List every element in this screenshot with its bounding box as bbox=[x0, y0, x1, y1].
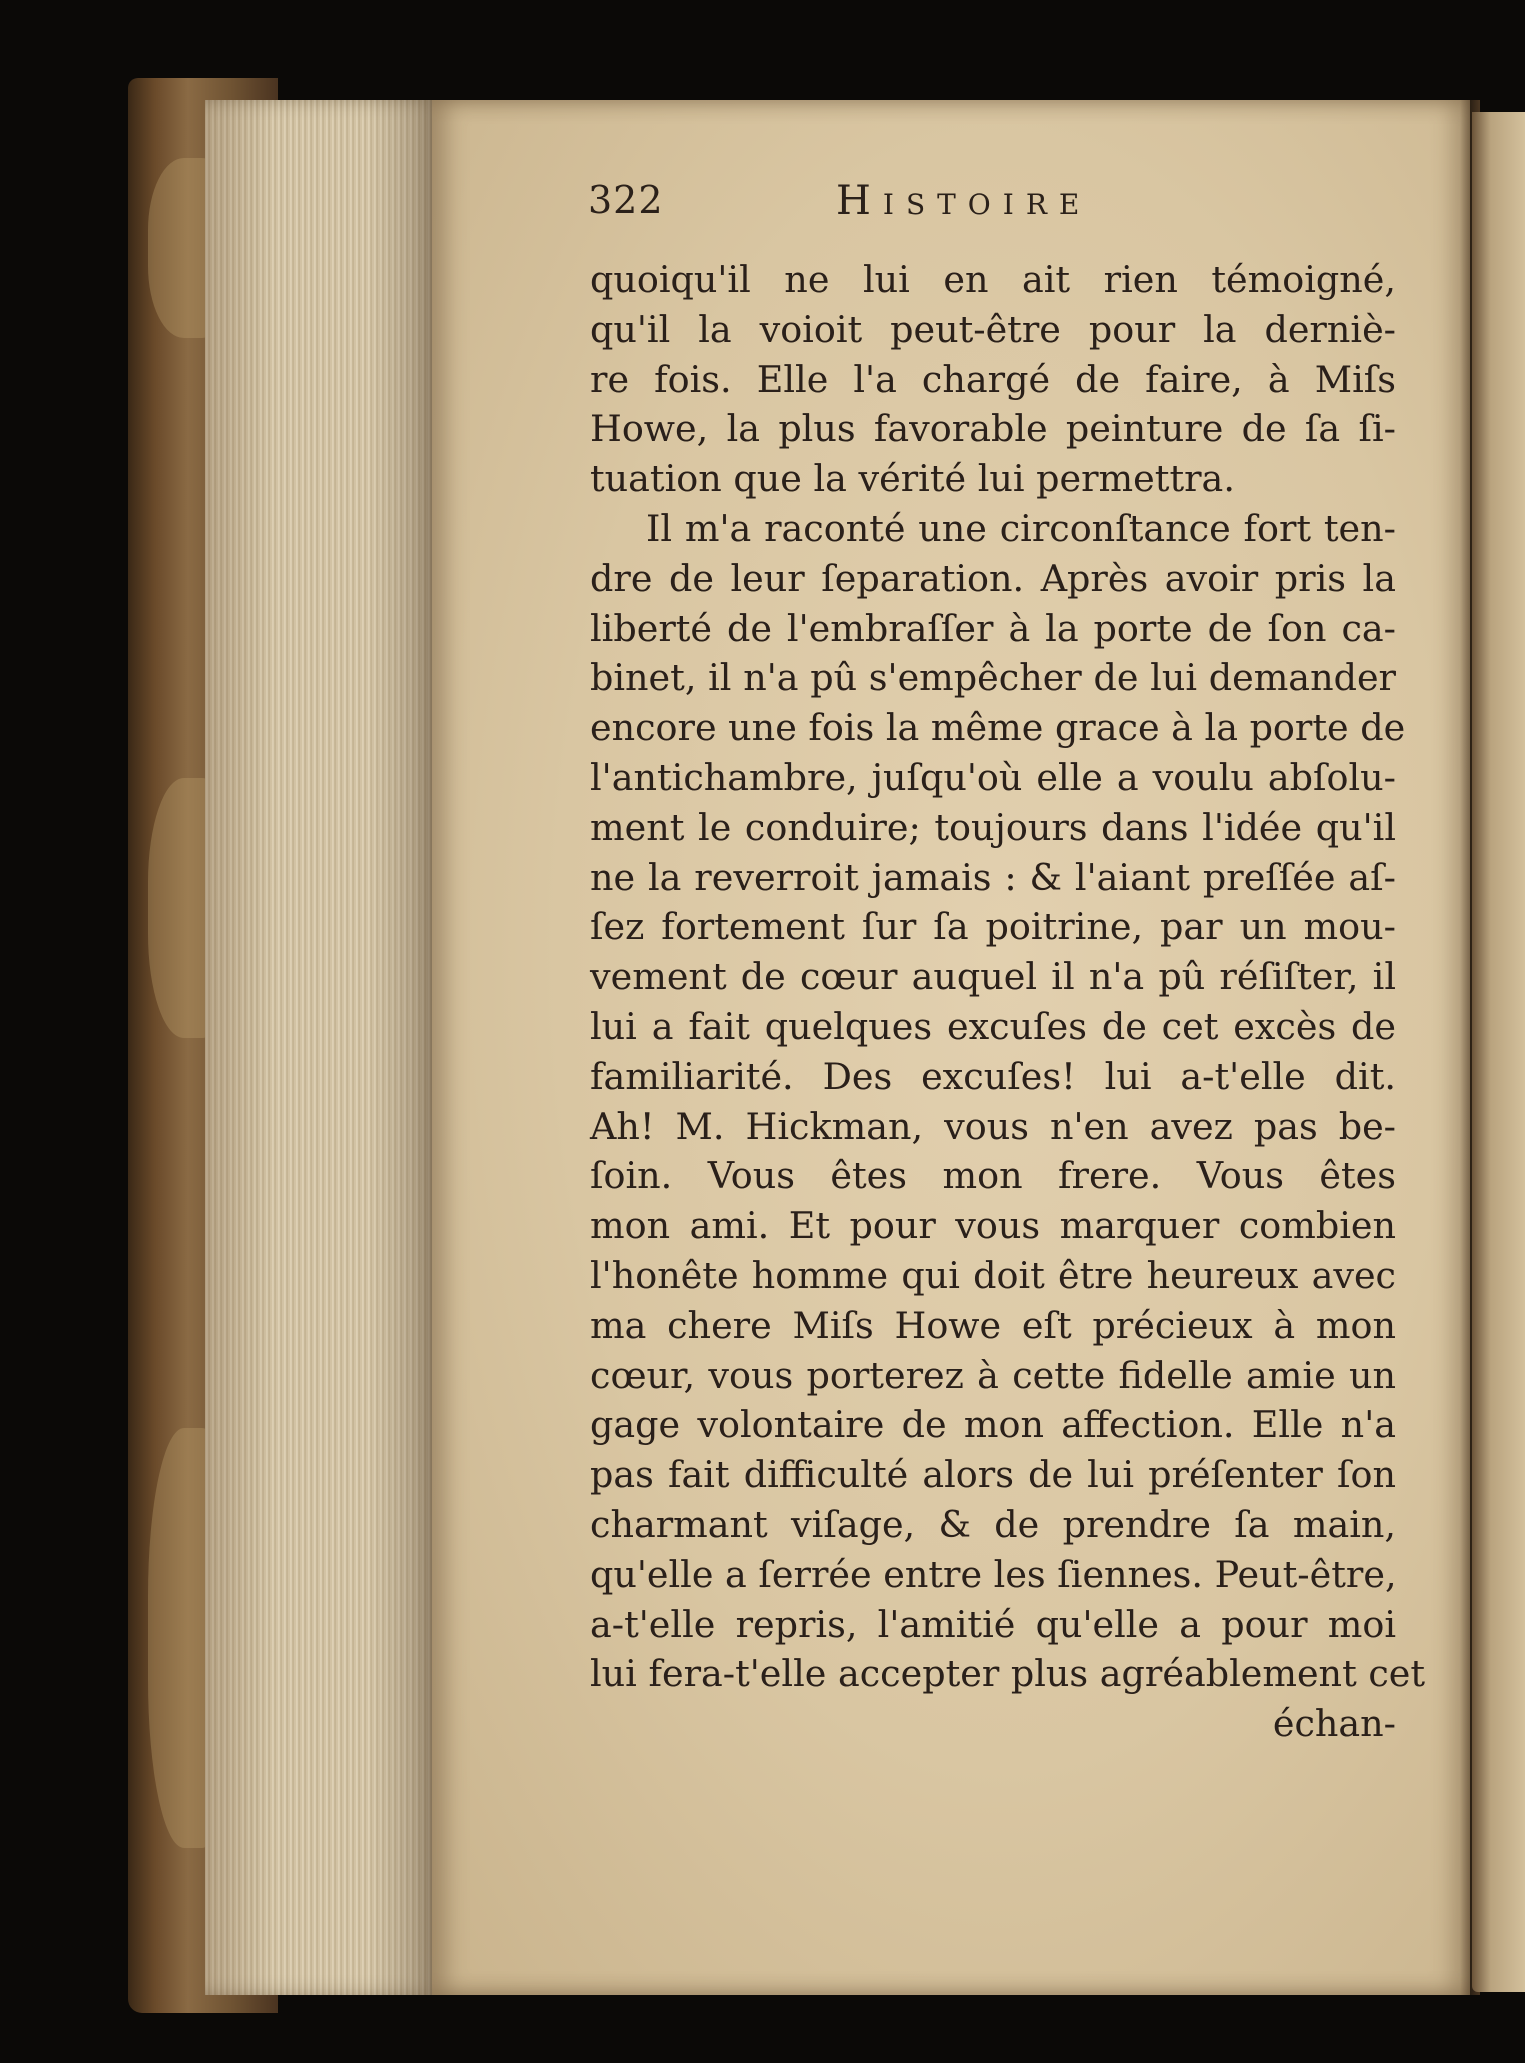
text-line: qu'il la voioit peut-être pour la derniè- bbox=[590, 307, 1396, 351]
text-line: encore une fois la même grace à la porte de bbox=[590, 706, 1406, 750]
facing-page bbox=[1472, 112, 1525, 1992]
text-line: dre de leur ſeparation. Après avoir pris la bbox=[590, 556, 1396, 600]
text-line: ma chere Miſs Howe eſt précieux à mon bbox=[590, 1303, 1396, 1347]
text-line: re fois. Elle l'a chargé de faire, à Miſs bbox=[590, 357, 1396, 401]
text-line: ſoin. Vous êtes mon frere. Vous êtes bbox=[590, 1154, 1396, 1198]
text-line: l'honête homme qui doit être heureux avec bbox=[590, 1253, 1396, 1297]
text-line: gage volontaire de mon affection. Elle n'a bbox=[590, 1403, 1396, 1447]
text-line: ſez fortement ſur ſa poitrine, par un mou- bbox=[590, 905, 1396, 949]
text-line: cœur, vous porterez à cette fidelle amie un bbox=[590, 1353, 1396, 1397]
text-line: binet, il n'a pû s'empêcher de lui demander bbox=[590, 656, 1396, 700]
catchword: échan- bbox=[1272, 1702, 1396, 1746]
running-head bbox=[588, 178, 1148, 238]
body-text bbox=[590, 255, 1426, 1749]
page-number: 322 bbox=[588, 178, 664, 222]
text-line: familiarité. Des excuſes! lui a-t'elle dit. bbox=[590, 1054, 1396, 1098]
text-line: ment le conduire; toujours dans l'idée qu'il bbox=[590, 805, 1396, 849]
text-line: lui fera-t'elle accepter plus agréablement cet bbox=[590, 1652, 1426, 1696]
text-line: vement de cœur auquel il n'a pû réſiſter, il bbox=[590, 955, 1396, 999]
text-line: Il m'a raconté une circonſtance fort ten- bbox=[646, 506, 1396, 550]
text-line: tuation que la vérité lui permettra. bbox=[590, 457, 1235, 501]
text-line: ne la reverroit jamais : & l'aiant preſſée aſ- bbox=[590, 855, 1396, 899]
text-line: charmant viſage, & de prendre ſa main, bbox=[590, 1502, 1396, 1546]
text-line: lui a fait quelques excuſes de cet excès de bbox=[590, 1004, 1396, 1048]
text-line: pas fait difficulté alors de lui préſenter ſon bbox=[590, 1453, 1396, 1497]
text-line: mon ami. Et pour vous marquer combien bbox=[590, 1204, 1396, 1248]
text-line: Howe, la plus favorable peinture de ſa ſi- bbox=[590, 407, 1396, 451]
text-line: liberté de l'embraſſer à la porte de ſon ca- bbox=[590, 606, 1396, 650]
text-line: Ah! M. Hickman, vous n'en avez pas be- bbox=[590, 1104, 1396, 1148]
running-head-title: Histoire bbox=[836, 178, 1092, 224]
page-edges bbox=[205, 100, 440, 1995]
text-line: a-t'elle repris, l'amitié qu'elle a pour moi bbox=[590, 1602, 1396, 1646]
text-line: qu'elle a ſerrée entre les ſiennes. Peut-être, bbox=[590, 1552, 1397, 1596]
text-line: quoiqu'il ne lui en ait rien témoigné, bbox=[590, 258, 1396, 301]
page-edges-shade bbox=[205, 100, 440, 1995]
text-line: l'antichambre, juſqu'où elle a voulu abſolu- bbox=[590, 755, 1396, 799]
